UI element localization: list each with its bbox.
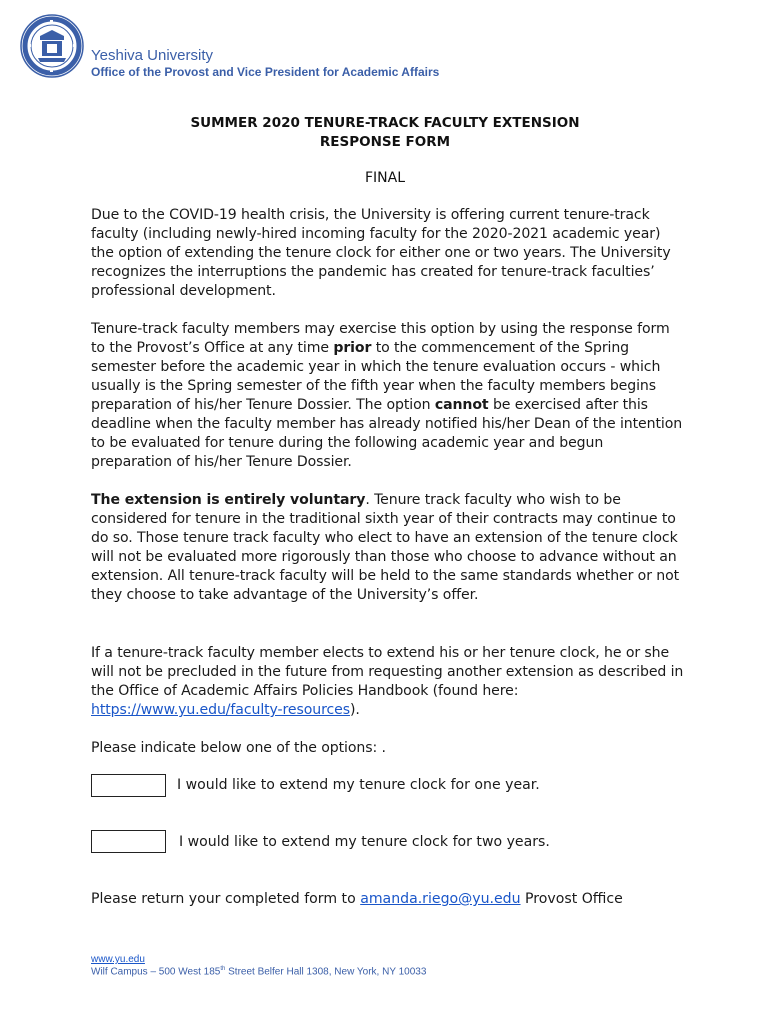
university-seal-logo bbox=[20, 14, 84, 78]
form-title-line1: SUMMER 2020 TENURE-TRACK FACULTY EXTENSION bbox=[190, 115, 580, 131]
paragraph-exercise-option bbox=[91, 320, 687, 472]
paragraph-text: to the commencement of the Spring semester before the academic year in which the tenure evaluation occurs - which usually is the Spring semester of the fifth year when the faculty members begins preparation of his/her Tenure Dossier. The option bbox=[91, 340, 661, 413]
return-instruction bbox=[91, 891, 623, 907]
emphasis-cannot: cannot bbox=[434, 397, 489, 413]
paragraph-text: Tenure-track faculty members may exercise this option by using the response form to the Provost’s Office at any time bbox=[91, 321, 670, 356]
form-title-line2: RESPONSE FORM bbox=[319, 134, 451, 150]
two-years-option-label: I would like to extend my tenure clock for two years. bbox=[179, 834, 550, 850]
return-suffix: Provost Office bbox=[520, 891, 623, 907]
paragraph-voluntary bbox=[91, 491, 687, 605]
paragraph-text: ). bbox=[349, 702, 360, 718]
paragraph-text: be exercised after this deadline when the faculty member has already notified his/her Dean of the intention to be evaluated for tenure during the following academic year and begun preparation of his/her Tenure Dossier. bbox=[91, 397, 683, 470]
paragraph-future-extension bbox=[91, 644, 687, 720]
footer-website-link[interactable]: www.yu.edu bbox=[91, 954, 145, 965]
two-years-option-box[interactable] bbox=[91, 830, 166, 853]
one-year-option-label: I would like to extend my tenure clock for one year. bbox=[177, 777, 540, 793]
emphasis-voluntary: The extension is entirely voluntary bbox=[91, 492, 366, 508]
email-link[interactable]: amanda.riego@yu.edu bbox=[360, 891, 521, 907]
paragraph-intro: Due to the COVID-19 health crisis, the University is offering current tenure-track faculty (including newly-hired incoming faculty for the 2020-2021 academic year) the option of extending the tenure clock for either one or two years. The University recognizes the interruptions the pandemic has created for tenure-track faculties’ professional development. bbox=[91, 207, 671, 299]
options-instruction: Please indicate below one of the options: . bbox=[91, 740, 386, 756]
return-prefix: Please return your completed form to bbox=[91, 891, 361, 907]
emphasis-prior: prior bbox=[333, 340, 372, 356]
form-status: FINAL bbox=[364, 170, 406, 186]
address-superscript: th bbox=[220, 966, 226, 972]
address-text: Wilf Campus – 500 West 185 bbox=[91, 966, 221, 978]
address-text: Street Belfer Hall 1308, New York, NY 10033 bbox=[225, 966, 427, 978]
office-name: Office of the Provost and Vice President for Academic Affairs bbox=[91, 65, 440, 79]
university-name: Yeshiva University bbox=[91, 47, 213, 64]
paragraph-text: If a tenure-track faculty member elects to extend his or her tenure clock, he or she will not be precluded in the future from requesting another extension as described in the Office of Academic Affairs Policies Handbook (found here: bbox=[91, 645, 684, 699]
one-year-option-box[interactable] bbox=[91, 774, 166, 797]
footer-address bbox=[91, 966, 426, 977]
faculty-resources-link[interactable]: https://www.yu.edu/faculty-resources bbox=[91, 702, 350, 718]
paragraph-text: . Tenure track faculty who wish to be considered for tenure in the traditional sixth year of their contracts may continue to do so. Those tenure track faculty who elect to have an extension of the tenure clock will not be evaluated more rigorously than those who choose to advance without an extension. All tenure-track faculty will be held to the same standards whether or not they choose to take advantage of the University’s offer. bbox=[91, 492, 680, 603]
